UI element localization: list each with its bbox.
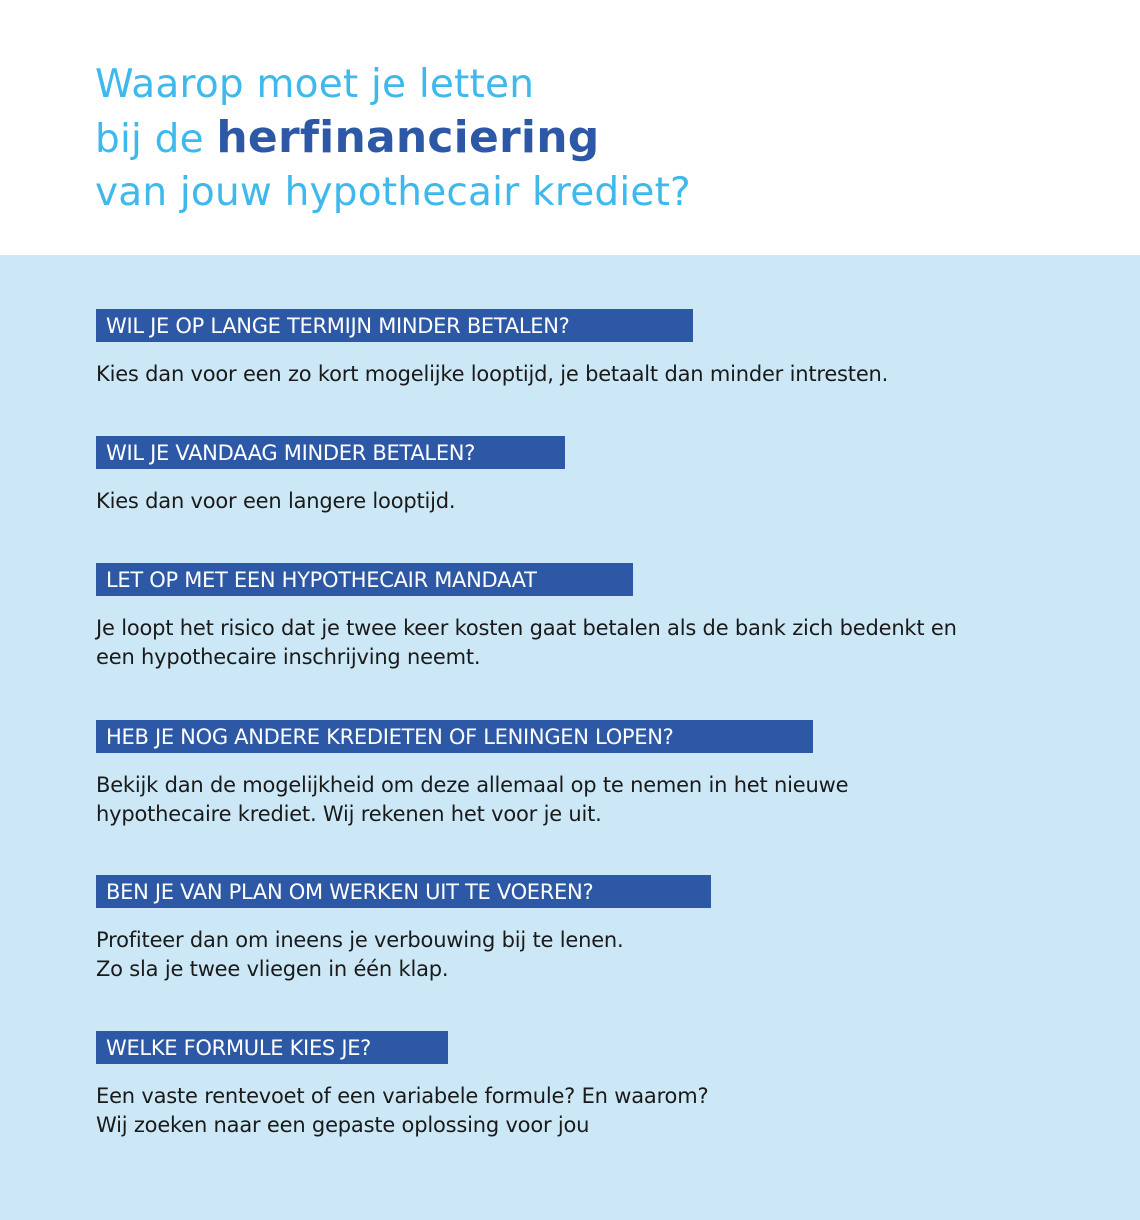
tip-body [96, 360, 888, 389]
tip-heading: WIL JE OP LANGE TERMIJN MINDER BETALEN? [96, 309, 693, 342]
title-line-3: van jouw hypothecair krediet? [95, 170, 691, 215]
tip-line: Kies dan voor een zo kort mogelijke looptijd, je betaalt dan minder intresten. [96, 362, 889, 386]
tip-section [96, 436, 565, 516]
tip-line: hypothecaire krediet. Wij rekenen het voor je uit. [96, 802, 602, 826]
title-line-2 [95, 111, 691, 166]
title-emphasis: herfinanciering [216, 112, 600, 163]
tip-body [96, 1082, 708, 1140]
tip-line: Bekijk dan de mogelijkheid om deze allemaal op te nemen in het nieuwe [96, 773, 849, 797]
title-line-2-prefix: bij de [95, 117, 217, 162]
tip-section [96, 875, 711, 984]
tip-line: Je loopt het risico dat je twee keer kosten gaat betalen als de bank zich bedenkt en [96, 616, 957, 640]
tip-line: Kies dan voor een langere looptijd. [96, 489, 456, 513]
page-title [95, 58, 691, 219]
tip-body [96, 614, 957, 672]
tip-line: Profiteer dan om ineens je verbouwing bij te lenen. [96, 928, 624, 952]
tip-heading: WELKE FORMULE KIES JE? [96, 1031, 448, 1064]
tip-heading: WIL JE VANDAAG MINDER BETALEN? [96, 436, 565, 469]
tip-heading: LET OP MET EEN HYPOTHECAIR MANDAAT [96, 563, 633, 596]
tip-section [96, 563, 957, 672]
tip-section [96, 720, 848, 829]
tip-line: Zo sla je twee vliegen in één klap. [96, 957, 449, 981]
tip-body [96, 926, 711, 984]
tip-heading: HEB JE NOG ANDERE KREDIETEN OF LENINGEN LOPEN? [96, 720, 813, 753]
tip-line: een hypothecaire inschrijving neemt. [96, 645, 481, 669]
tip-body [96, 771, 848, 829]
tip-heading: BEN JE VAN PLAN OM WERKEN UIT TE VOEREN? [96, 875, 711, 908]
tip-section [96, 309, 888, 389]
tip-line: Wij zoeken naar een gepaste oplossing voor jou [96, 1113, 590, 1137]
title-line-1: Waarop moet je letten [95, 62, 535, 107]
tip-body [96, 487, 565, 516]
tip-line: Een vaste rentevoet of een variabele formule? En waarom? [96, 1084, 709, 1108]
tip-section [96, 1031, 708, 1140]
